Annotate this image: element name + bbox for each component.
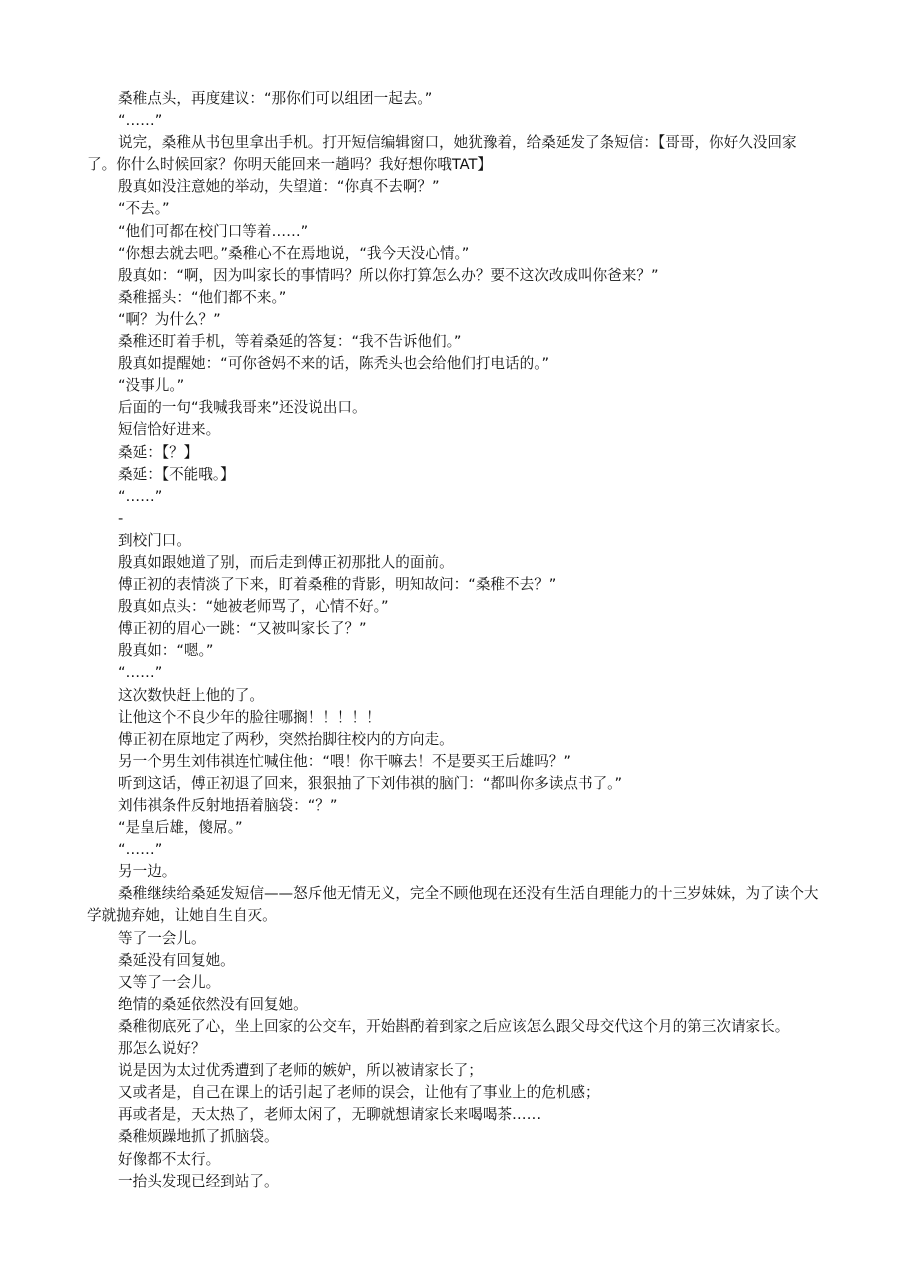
paragraph: “你想去就去吧。”桑稚心不在焉地说，“我今天没心情。”	[118, 244, 470, 262]
paragraph: 让他这个不良少年的脸往哪搁！！！！！	[118, 708, 381, 726]
paragraph: “他们可都在校门口等着……”	[118, 222, 309, 240]
paragraph: 傅正初的眉心一跳：“又被叫家长了？”	[118, 620, 367, 638]
paragraph: 桑延：【？】	[118, 443, 199, 461]
paragraph: 再或者是，天太热了，老师太闲了，无聊就想请家长来喝喝茶……	[118, 1106, 542, 1124]
paragraph: 桑稚继续给桑延发短信——怒斥他无情无义，完全不顾他现在还没有生活自理能力的十三岁妹妹，为了读个大学就抛弃她，让她自生自灭。	[87, 885, 819, 925]
paragraph: 好像都不太行。	[118, 1150, 221, 1168]
paragraph: 又等了一会儿。	[118, 973, 221, 991]
paragraph: 殷真如点头：“她被老师骂了，心情不好。”	[118, 598, 389, 616]
paragraph: 那怎么说好？	[118, 1040, 206, 1058]
paragraph: 这次数快赶上他的了。	[118, 686, 264, 704]
paragraph: 桑稚还盯着手机，等着桑延的答复：“我不告诉他们。”	[118, 333, 462, 351]
paragraph: 殷真如：“嗯。”	[118, 642, 214, 660]
paragraph: 桑延没有回复她。	[118, 951, 235, 969]
paragraph: 桑延：【不能哦。】	[118, 465, 235, 483]
paragraph: 桑稚彻底死了心，坐上回家的公交车，开始斟酌着到家之后应该怎么跟父母交代这个月的第三次请家长。	[118, 1017, 790, 1035]
section-break: -	[118, 509, 124, 527]
paragraph: 听到这话，傅正初退了回来，狠狠抽了下刘伟祺的脑门：“都叫你多读点书了。”	[118, 774, 623, 792]
paragraph: “啊？为什么？”	[118, 310, 221, 328]
paragraph: 傅正初在原地定了两秒，突然抬脚往校内的方向走。	[118, 730, 454, 748]
paragraph: 殷真如没注意她的举动，失望道：“你真不去啊？”	[118, 178, 440, 196]
paragraph: 一抬头发现已经到站了。	[118, 1172, 279, 1190]
paragraph: 绝情的桑延依然没有回复她。	[118, 995, 308, 1013]
paragraph: “……”	[118, 112, 163, 130]
paragraph: 另一边。	[118, 863, 177, 881]
paragraph: “……”	[118, 664, 163, 682]
paragraph: 桑稚点头，再度建议：“那你们可以组团一起去。”	[118, 90, 433, 107]
paragraph: 到校门口。	[118, 531, 191, 549]
paragraph: “不去。”	[118, 200, 170, 218]
paragraph: 刘伟祺条件反射地捂着脑袋：“？”	[118, 797, 338, 814]
paragraph: 后面的一句“我喊我哥来”还没说出口。	[118, 399, 367, 417]
paragraph: 桑稚烦躁地抓了抓脑袋。	[118, 1128, 279, 1146]
paragraph: 说是因为太过优秀遭到了老师的嫉妒，所以被请家长了；	[118, 1062, 483, 1080]
paragraph: 殷真如：“啊，因为叫家长的事情吗？所以你打算怎么办？要不这次改成叫你爸来？”	[118, 266, 659, 284]
paragraph: 短信恰好进来。	[118, 421, 221, 439]
paragraph: 说完，桑稚从书包里拿出手机。打开短信编辑窗口，她犹豫着，给桑延发了条短信：【哥哥，你好久没回家了。你什么时候回家？你明天能回来一趟吗？我好想你哦TAT】	[87, 134, 797, 174]
paragraph: “……”	[118, 487, 163, 505]
paragraph: 另一个男生刘伟祺连忙喊住他：“喂！你干嘛去！不是要买王后雄吗？”	[118, 752, 571, 770]
paragraph: 殷真如提醒她：“可你爸妈不来的话，陈秃头也会给他们打电话的。”	[118, 355, 550, 373]
paragraph: 桑稚摇头：“他们都不来。”	[118, 288, 287, 306]
paragraph: “……”	[118, 841, 163, 859]
paragraph: “没事儿。”	[118, 377, 185, 395]
paragraph: 殷真如跟她道了别，而后走到傅正初那批人的面前。	[118, 553, 454, 571]
paragraph: 又或者是，自己在课上的话引起了老师的误会，让他有了事业上的危机感；	[118, 1084, 600, 1102]
paragraph: “是皇后雄，傻屌。”	[118, 819, 243, 837]
paragraph: 等了一会儿。	[118, 929, 206, 947]
paragraph: 傅正初的表情淡了下来，盯着桑稚的背影，明知故问：“桑稚不去？”	[118, 576, 557, 594]
